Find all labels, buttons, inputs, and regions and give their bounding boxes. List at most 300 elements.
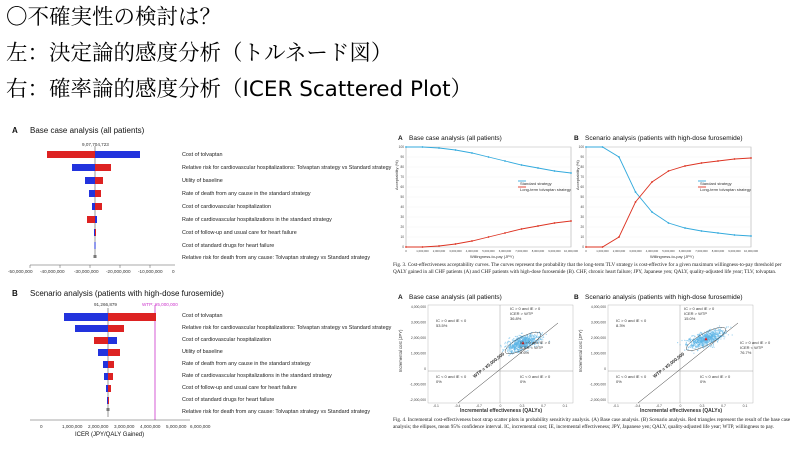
scatter-a-point: [514, 345, 515, 346]
scatter-b-point: [717, 341, 718, 342]
scatter-b-point: [710, 334, 711, 335]
scatter-a-point: [521, 338, 522, 339]
ceac-xtick: 10,000,000: [564, 249, 578, 253]
ceac-ytick: 50: [400, 195, 404, 200]
scatter-b-point: [715, 334, 716, 335]
ceac-a-xlabel: Willingness-to-pay (JPY): [470, 254, 514, 259]
scatter-a-q3: IC > 0 and IE > 0 ICER < WTP 9.6%: [520, 340, 551, 355]
scatter-ytick: -2,000,000: [589, 398, 606, 402]
tornado-a-bar-red: [95, 177, 103, 184]
tornado-b-row-label: Relative risk for death from any cause: Tolvaptan strategy vs Standard strategy: [182, 409, 371, 415]
tornado-b-row-label: Utility of baseline: [182, 349, 223, 355]
scatter-xtick: -0.1: [433, 404, 439, 408]
scatter-b-point: [700, 343, 701, 344]
ceac-point: [471, 152, 473, 154]
scatter-b-point: [730, 327, 731, 328]
scatter-b-point: [710, 340, 711, 341]
ceac-ytick: 30: [580, 215, 584, 220]
ceac-point: [455, 243, 457, 245]
scatter-b-point: [726, 330, 727, 331]
tornado-b-row-label: Relative risk for cardiovascular hospitalizations: Tolvaptan strategy vs Standard strategy: [182, 325, 392, 331]
scatter-b-point: [691, 344, 692, 345]
scatter-a-point: [509, 349, 510, 350]
ceac-ytick: 60: [400, 185, 404, 190]
tornado-b-bar-blue: [64, 313, 108, 321]
scatter-b-point: [713, 332, 714, 333]
scatter-b-point: [714, 339, 715, 340]
scatter-b-point: [702, 345, 703, 346]
ceac-point: [554, 222, 556, 224]
scatter-b-point: [694, 344, 695, 345]
scatter-b-point: [711, 339, 712, 340]
scatter-b-point: [690, 338, 691, 339]
tornado-b-bar-blue: [104, 373, 108, 380]
scatter-b-point: [696, 347, 697, 348]
scatter-b-point: [709, 334, 710, 335]
scatter-b-point: [690, 345, 691, 346]
ceac-point: [651, 181, 653, 183]
scatter-b-point: [694, 343, 695, 344]
scatter-a-q2: IC > 0 and IE < 0 53.5%: [436, 318, 467, 328]
tornado-a-bar-red: [95, 190, 101, 197]
ceac-ytick: 10: [400, 235, 404, 240]
scatter-b-point: [687, 340, 688, 341]
ceac-a-letter: A: [398, 135, 403, 142]
scatter-xtick: -0.7: [656, 404, 662, 408]
tornado-a-bar-blue: [85, 177, 95, 184]
scatter-xtick: -0.4: [454, 404, 461, 408]
scatter-ytick: 1,000,000: [590, 351, 606, 356]
ceac-point: [734, 158, 736, 160]
scatter-b-point: [714, 333, 715, 334]
scatter-b-point: [699, 340, 700, 341]
tornado-b-row-label: Cost of follow-up and usual care for heart failure: [182, 385, 297, 391]
tornado-a-bar-red: [95, 164, 111, 171]
tornado-b-tick: 6,000,000: [190, 424, 211, 429]
tornado-a-tick: -10,000,000: [138, 269, 163, 274]
scatter-a-point: [511, 347, 512, 348]
scatter-b-point: [708, 346, 709, 347]
scatter-b-point: [694, 348, 695, 349]
ceac-ytick: 60: [580, 185, 584, 190]
scatter-a-point: [529, 337, 530, 338]
scatter-b-point: [693, 335, 694, 336]
scatter-b-point: [692, 346, 693, 347]
ceac-ytick: 10: [580, 235, 584, 240]
tornado-a-title: Base case analysis (all patients): [30, 126, 145, 135]
ceac-point: [701, 162, 703, 164]
ceac-b-legend-standard: Standard strategy: [700, 181, 732, 186]
scatter-b-point: [715, 336, 716, 337]
scatter-b-q3: IC > 0 and IE > 0 ICER < WTP 76.7%: [740, 340, 771, 355]
scatter-xtick: 0.7: [541, 404, 546, 408]
ceac-b-legend-tolvaptan: Long-term tolvaptan strategy: [700, 187, 751, 192]
scatter-a-point: [527, 336, 528, 337]
scatter-a-xlabel: Incremental effectiveness (QALYs): [460, 408, 543, 414]
scatter-b-point: [720, 338, 721, 339]
slide-title-line-3: 右：確率論的感度分析（ICER Scattered Plot）: [6, 77, 473, 102]
scatter-b-point: [722, 333, 723, 334]
ceac-point: [668, 170, 670, 172]
tornado-a-tick: -30,000,000: [74, 269, 99, 274]
scatter-b-point: [708, 337, 709, 338]
tornado-b-tick: 3,000,000: [114, 424, 135, 429]
ceac-a-legend-standard: Standard strategy: [520, 181, 552, 186]
scatter-b-point: [715, 338, 716, 339]
ceac-point: [734, 234, 736, 236]
ceac-xtick: 3,000,000: [629, 249, 642, 253]
scatter-b-point: [697, 334, 698, 335]
ceac-xtick: 5,000,000: [662, 249, 675, 253]
scatter-b-point: [718, 334, 719, 335]
tornado-b-row-label: Cost of tolvaptan: [182, 313, 223, 319]
tornado-a-row-label: Cost of standard drugs for heart failure: [182, 243, 275, 249]
tornado-a-row-label: Cost of follow-up and usual care for heart failure: [182, 230, 297, 236]
ceac-xtick: 5,000,000: [482, 249, 495, 253]
scatter-b-point: [688, 340, 689, 341]
ceac-point: [488, 236, 490, 238]
ceac-point: [585, 146, 587, 148]
scatter-a-point: [542, 337, 543, 338]
tornado-b-bar-red: [108, 361, 114, 368]
scatter-b-point: [710, 338, 711, 339]
scatter-xtick: -0.4: [634, 404, 641, 408]
scatter-b-point: [709, 341, 710, 342]
scatter-b-point: [684, 350, 685, 351]
ceac-a-ylabel: Acceptability (%): [394, 160, 399, 190]
tornado-b-bar-blue: [75, 325, 108, 332]
ceac-point: [668, 222, 670, 224]
tornado-b-row-label: Cost of cardiovascular hospitalization: [182, 337, 271, 343]
tornado-a-row-label: Utility of baseline: [182, 178, 223, 184]
scatter-a-point: [527, 337, 528, 338]
scatter-b-point: [708, 342, 709, 343]
scatter-b-point: [701, 340, 702, 341]
scatter-b-point: [686, 342, 687, 343]
tornado-a-bar-blue: [94, 229, 95, 236]
ceac-ytick: 70: [400, 175, 404, 180]
scatter-b-q5: IC < 0 and IE > 0 0%: [700, 374, 731, 384]
scatter-b-point: [703, 340, 704, 341]
scatter-a-point: [518, 342, 519, 343]
scatter-a-point: [508, 352, 509, 353]
scatter-a-point: [501, 346, 502, 347]
scatter-a-point: [515, 347, 516, 348]
scatter-a-point: [518, 344, 519, 345]
scatter-b-point: [725, 327, 726, 328]
tornado-b-bar-blue: [98, 349, 108, 356]
tornado-a-tick: -50,000,000: [8, 269, 33, 274]
scatter-a-point: [513, 338, 514, 339]
ceac-xtick: 3,000,000: [449, 249, 462, 253]
scatter-a-point: [522, 337, 523, 338]
tornado-b-wtp-label: WTP: ¥5,000,000: [142, 302, 178, 307]
scatter-a-point: [537, 334, 538, 335]
scatter-a-point: [516, 336, 517, 337]
ceac-point: [750, 235, 752, 237]
scatter-b-point: [697, 341, 698, 342]
scatter-a-point: [516, 346, 517, 347]
scatter-b-point: [719, 332, 720, 333]
scatter-a-point: [514, 350, 515, 351]
ceac-a-legend-tolvaptan: Long-term tolvaptan strategy: [520, 187, 571, 192]
scatter-b-point: [706, 346, 707, 347]
scatter-b-point: [700, 347, 701, 348]
scatter-ytick: -1,000,000: [409, 382, 426, 387]
ceac-point: [717, 160, 719, 162]
scatter-a-point: [508, 349, 509, 350]
tornado-a-bar-blue: [95, 242, 96, 249]
scatter-b-xlabel: Incremental effectiveness (QALYs): [640, 408, 723, 414]
ceac-point: [717, 232, 719, 234]
ceac-ytick: 70: [580, 175, 584, 180]
scatter-b-point: [706, 336, 707, 337]
scatter-a-point: [507, 350, 508, 351]
tornado-b-row-label: Rate of death from any cause in the standard strategy: [182, 361, 311, 367]
scatter-b-point: [677, 342, 678, 343]
scatter-ytick: 4,000,000: [410, 305, 426, 309]
tornado-a-bar-red: [47, 151, 95, 158]
scatter-b-point: [691, 336, 692, 337]
scatter-b-point: [722, 331, 723, 332]
scatter-b-point: [688, 347, 689, 348]
scatter-b-point: [726, 326, 727, 327]
scatter-b-point: [717, 334, 718, 335]
ceac-point: [750, 157, 752, 159]
scatter-a-point: [510, 345, 511, 346]
scatter-b-point: [712, 339, 713, 340]
ceac-point: [651, 211, 653, 213]
tornado-b-bar-red: [108, 385, 111, 392]
scatter-ytick: 3,000,000: [590, 320, 606, 325]
scatter-a-point: [529, 336, 530, 337]
tornado-a-tick: -40,000,000: [40, 269, 65, 274]
scatter-b-point: [701, 338, 702, 339]
scatter-b-point: [703, 336, 704, 337]
ceac-point: [618, 156, 620, 158]
scatter-b-point: [719, 325, 720, 326]
ceac-point: [602, 146, 604, 148]
scatter-b-point: [716, 332, 717, 333]
scatter-b-point: [728, 326, 729, 327]
tornado-a-tick: -20,000,000: [106, 269, 131, 274]
scatter-a-wtp-line: [458, 323, 558, 403]
ceac-point: [570, 220, 572, 222]
scatter-b-point: [718, 340, 719, 341]
scatter-a-point: [505, 346, 506, 347]
ceac-ytick: 0: [402, 245, 404, 250]
ceac-xtick: 0: [405, 249, 407, 253]
scatter-b-point: [712, 347, 713, 348]
scatter-a-point: [543, 335, 544, 336]
ceac-point: [504, 160, 506, 162]
scatter-a-point: [517, 347, 518, 348]
tornado-a-tick: 0: [172, 269, 175, 274]
scatter-a-point: [512, 352, 513, 353]
scatter-b-point: [728, 334, 729, 335]
scatter-b-point: [690, 347, 691, 348]
tornado-b-row-label: Cost of standard drugs for heart failure: [182, 397, 275, 403]
scatter-b-point: [692, 347, 693, 348]
ceac-xtick: 8,000,000: [711, 249, 725, 253]
ceac-point: [570, 172, 572, 174]
tornado-a-bar-blue: [72, 164, 95, 171]
tornado-b-bar-red: [108, 373, 113, 380]
ceac-point: [618, 236, 620, 238]
tornado-a-bar-blue: [95, 216, 97, 223]
scatter-b-point: [717, 330, 718, 331]
ceac-point: [537, 167, 539, 169]
scatter-b-point: [694, 336, 695, 337]
tornado-b-bar-blue: [108, 337, 117, 344]
ceac-ytick: 80: [400, 165, 404, 170]
tornado-a-marker: [94, 255, 97, 258]
scatter-b-point: [695, 346, 696, 347]
tornado-a-bar-blue: [92, 203, 95, 210]
scatter-xtick: -0.1: [613, 404, 619, 408]
scatter-ytick: 3,000,000: [410, 320, 426, 325]
scatter-b-point: [715, 329, 716, 330]
tornado-a-row-label: Rate of cardiovascular hospitalizations in the standard strategy: [182, 217, 332, 223]
ceac-point: [635, 191, 637, 193]
scatter-a-point: [516, 342, 517, 343]
scatter-b-point: [724, 338, 725, 339]
scatter-a-point: [516, 344, 517, 345]
scatter-a-point: [532, 335, 533, 336]
ceac-ytick: 100: [398, 145, 404, 150]
scatter-a-point: [525, 337, 526, 338]
ceac-ytick: 20: [580, 225, 584, 230]
scatter-b-point: [713, 343, 714, 344]
tornado-b-bar-red: [108, 349, 120, 356]
ceac-charts: [388, 143, 800, 263]
scatter-b-q4: IC < 0 and IE < 0 0%: [616, 374, 647, 384]
scatter-b-point: [699, 334, 700, 335]
ceac-xtick: 7,000,000: [515, 249, 528, 253]
scatter-b-point: [708, 332, 709, 333]
scatter-b-point: [690, 340, 691, 341]
scatter-b-point: [704, 336, 705, 337]
scatter-b-point: [720, 333, 721, 334]
scatter-a-point: [541, 334, 542, 335]
scatter-a-point: [516, 348, 517, 349]
scatter-b-point: [721, 330, 722, 331]
scatter-a-point: [537, 333, 538, 334]
scatter-a-title: Base case analysis (all patients): [409, 294, 502, 301]
scatter-b-point: [702, 342, 703, 343]
scatter-a-point: [510, 342, 511, 343]
scatter-b-title: Scenario analysis (patients with high-dose furosemide): [585, 294, 743, 301]
scatter-b-point: [711, 345, 712, 346]
ceac-point: [701, 230, 703, 232]
tornado-a-bar-red: [95, 203, 102, 210]
scatter-a-point: [509, 347, 510, 348]
scatter-b-point: [706, 341, 707, 342]
scatter-ytick: 0: [424, 367, 426, 371]
scatter-a-letter: A: [398, 294, 403, 301]
tornado-a-base-label: 9,07,704,723: [82, 142, 109, 147]
scatter-b-point: [698, 345, 699, 346]
tornado-b-tick: 2,000,000: [88, 424, 109, 429]
ceac-xtick: 0: [585, 249, 587, 253]
tornado-b-title: Scenario analysis (patients with high-dose furosemide): [30, 289, 224, 298]
scatter-a-point: [507, 351, 508, 352]
scatter-a-point: [503, 350, 504, 351]
scatter-b-point: [713, 345, 714, 346]
scatter-b-point: [707, 342, 708, 343]
scatter-b-q2: IC > 0 and IE < 0 8.3%: [616, 318, 647, 328]
tornado-b-marker: [107, 408, 110, 411]
scatter-a-point: [515, 343, 516, 344]
scatter-b-point: [696, 339, 697, 340]
scatter-a-point: [540, 338, 541, 339]
tornado-a-bar-red: [87, 216, 95, 223]
scatter-b-point: [710, 333, 711, 334]
ceac-point: [537, 225, 539, 227]
tornado-b-bar-blue: [107, 397, 108, 404]
scatter-b-point: [710, 346, 711, 347]
scatter-b-point: [712, 332, 713, 333]
scatter-ytick: 4,000,000: [590, 305, 606, 309]
scatter-b-point: [710, 331, 711, 332]
scatter-a-ylabel: Incremental cost (JPY): [398, 329, 403, 372]
scatter-b-point: [725, 333, 726, 334]
ceac-ytick: 100: [578, 145, 584, 150]
tornado-b-tick: 0: [40, 424, 43, 429]
ceac-b-title: Scenario analysis (patients with high-dose furosemide): [585, 135, 743, 142]
scatter-ytick: 2,000,000: [590, 336, 606, 340]
tornado-b-bar-blue: [106, 385, 108, 392]
scatter-b-point: [722, 330, 723, 331]
scatter-b-point: [717, 336, 718, 337]
tornado-b-bar-red: [94, 337, 108, 344]
ceac-point: [684, 227, 686, 229]
ceac-b-xlabel: Willingness-to-pay (JPY): [650, 254, 694, 259]
ceac-point: [585, 246, 587, 248]
scatter-a-point: [500, 345, 501, 346]
scatter-b-point: [697, 344, 698, 345]
ceac-xtick: 4,000,000: [645, 249, 659, 253]
ceac-point: [521, 164, 523, 166]
scatter-b-point: [693, 353, 694, 354]
ceac-point: [438, 245, 440, 247]
ceac-point: [422, 146, 424, 148]
scatter-b-point: [686, 340, 687, 341]
scatter-a-point: [508, 355, 509, 356]
ceac-point: [635, 201, 637, 203]
scatter-b-point: [703, 339, 704, 340]
ceac-series-line: [406, 147, 571, 173]
tornado-a-letter: A: [12, 126, 18, 135]
tornado-b-tick: 5,000,000: [166, 424, 187, 429]
ceac-point: [405, 146, 407, 148]
ceac-xtick: 4,000,000: [465, 249, 479, 253]
scatter-ytick: -1,000,000: [589, 382, 606, 387]
ceac-b-ylabel: Acceptability (%): [575, 160, 580, 190]
scatter-a-point: [543, 337, 544, 338]
scatter-a-point: [538, 337, 539, 338]
scatter-a-point: [509, 341, 510, 342]
scatter-b-point: [714, 330, 715, 331]
ceac-point: [554, 170, 556, 172]
scatter-a-q5: IC < 0 and IE > 0 0%: [520, 374, 551, 384]
ceac-point: [521, 228, 523, 230]
ceac-ytick: 80: [580, 165, 584, 170]
tornado-b-bar-red: [108, 397, 109, 404]
scatter-a-point: [519, 335, 520, 336]
tornado-b-bar-red: [108, 313, 156, 321]
scatter-xtick: 0.3: [519, 404, 525, 408]
